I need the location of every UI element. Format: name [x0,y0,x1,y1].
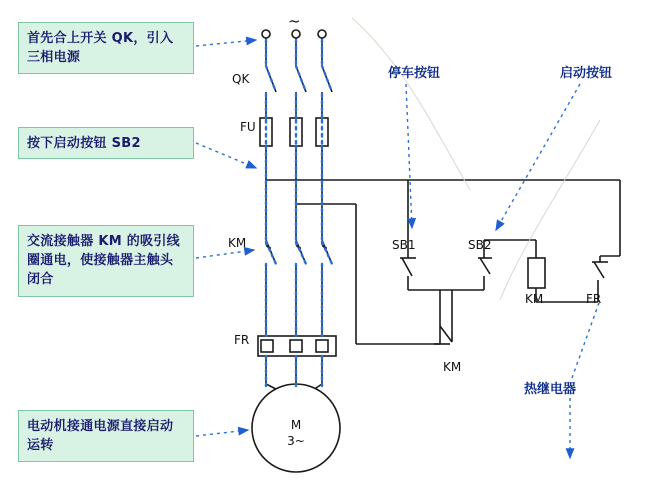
background-decor [352,18,600,300]
main-circuit-wires [252,30,620,472]
label-phase: ~ [288,12,301,30]
label-km-hold: KM [443,360,462,374]
callout-contactor: 交流接触器 KM 的吸引线圈通电，使接触器主触头闭合 [18,225,194,297]
label-fr-main: FR [234,333,250,347]
label-fu: FU [240,120,256,134]
label-km-main: KM [228,236,247,250]
motor-label-line2: 3~ [287,434,305,448]
label-qk: QK [232,72,250,86]
label-km-coil: KM [525,292,544,306]
callout-start-button: 按下启动按钮 SB2 [18,127,194,159]
label-start-button: 启动按钮 [560,66,613,81]
label-sb2: SB2 [468,238,492,252]
label-sb1: SB1 [392,238,416,252]
label-fr-aux: FR [586,292,602,306]
label-stop-button: 停车按钮 [388,66,441,81]
motor-label-line1: M [290,418,302,432]
callout-motor: 电动机接通电源直接启动运转 [18,410,194,462]
callout-switch: 首先合上开关 QK，引入三相电源 [18,22,194,74]
label-thermal-relay: 热继电器 [524,382,577,397]
